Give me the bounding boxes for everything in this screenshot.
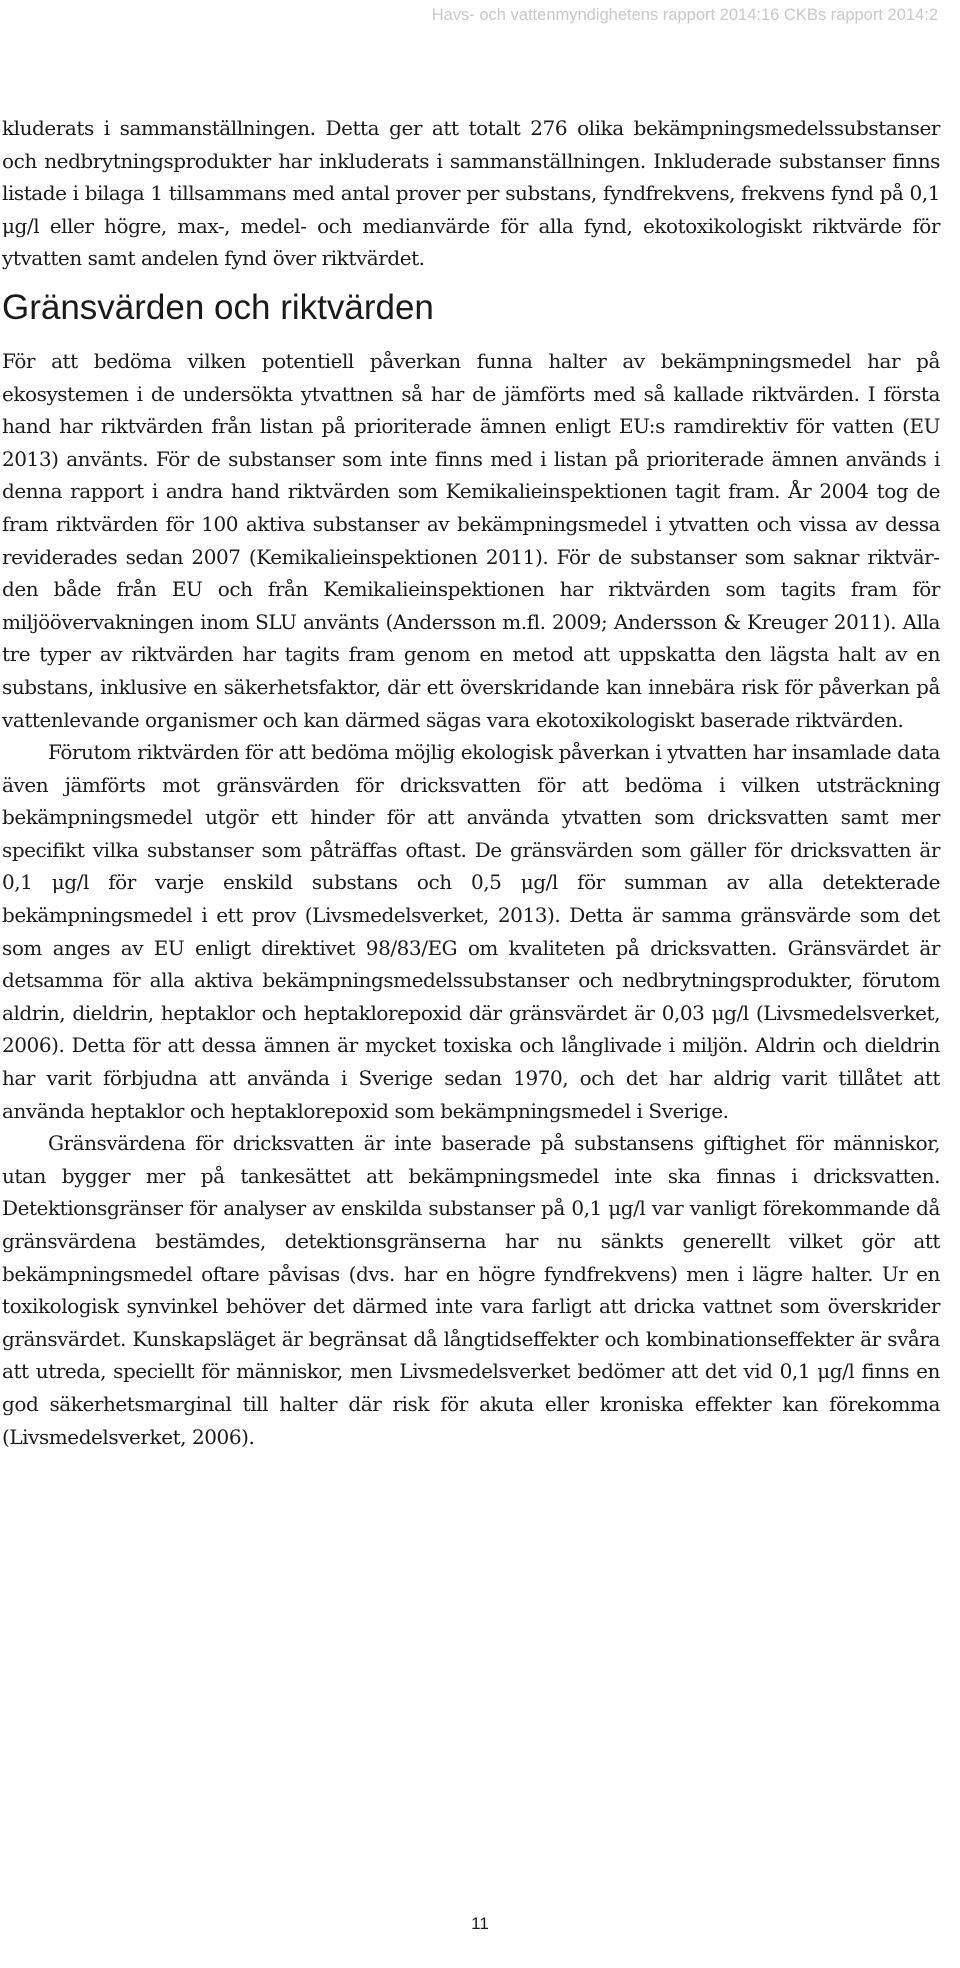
section-body xyxy=(2,345,940,1453)
paragraph-drinking-water-limits: Förutom riktvärden för att bedöma möjlig ekologisk påverkan i ytvatten har insamlade data även jämförts mot gränsvärden för dricksvatten för att bedöma i vilken utsträckning bekämpningsmedel utgör ett hinder för att använda ytvatten som dricksvatten samt mer specifikt vilka substanser som påträffas oftast. De gränsvärden som gäller för dricksvatten är 0,1 μg/l för varje enskild substans och 0,5 μg/l för summan av alla detekterade bekämpningsmedel i ett prov (Livsmedelsverket, 2013). Detta är samma gränsvärde som det som anges av EU enligt direktivet 98/83/EG om kvaliteten på dricksvatten. Gränsvärdet är detsamma för alla aktiva bekämpningsmedelssubstanser och nedbrytningsprodukter, förutom aldrin, dieldrin, heptaklor och heptaklorepoxid där gränsvärdet är 0,03 μg/l (Livsmedelsverket, 2006). Detta för att dessa ämnen är mycket toxiska och långlivade i miljön. Aldrin och dieldrin har varit förbjudna att använda i Sverige sedan 1970, och det har aldrig varit tillåtet att använda heptaklor och heptaklorepoxid som bekämpningsmedel i Sverige. xyxy=(2,740,940,1123)
paragraph-guideline-values: För att bedöma vilken potentiell påverkan funna halter av bekämpningsmedel har på ekosystemen i de undersökta ytvattnen så har de jämförts med så kallade riktvärden. I första hand har riktvärden från listan på prioriterade ämnen enligt EU:s ramdirektiv för vatten (EU 2013) använts. För de substanser som inte finns med i listan på prioriterade ämnen används i denna rapport i andra hand riktvärden som Kemikalieinspektionen tagit fram. År 2004 tog de fram riktvärden för 100 aktiva substanser av bekämpningsmedel i ytvatten och vissa av dessa reviderades sedan 2007 (Kemikalieinspektionen 2011). För de substanser som saknar riktvärden både från EU och från Kemikalieinspektionen har riktvärden som tagits fram för miljöövervakningen inom SLU använts (Andersson m.fl. 2009; Andersson & Kreuger 2011). Alla tre typer av riktvärden har tagits fram genom en metod att uppskatta den lägsta halt av en substans, inklusive en säkerhetsfaktor, där ett överskridande kan innebära risk för påverkan på vattenlevande organismer och kan därmed sägas vara ekotoxikologiskt baserade riktvärden. xyxy=(2,348,940,732)
section-heading: Gränsvärden och riktvärden xyxy=(2,287,434,327)
intro-paragraph: kluderats i sammanställningen. Detta ger att totalt 276 olika bekämpningsmedelssubstanser och nedbrytningsprodukter har inkluderats i sammanställningen. Inkluderade substanser finns listade i bilaga 1 tillsammans med antal prover per substans, fyndfrekvens, frekvens fynd på 0,1 μg/l eller högre, max-, medel- och medianvärde för alla fynd, ekotoxikologiskt riktvärde för ytvatten samt andelen fynd över riktvärdet. xyxy=(2,116,940,271)
page-number: 11 xyxy=(471,1914,489,1933)
page-content xyxy=(2,112,940,1453)
paragraph-toxicology: Gränsvärdena för dricksvatten är inte baserade på substansens giftighet för människor, utan bygger mer på tankesättet att bekämpningsmedel inte ska finnas i dricksvatten. Detektionsgränser för analyser av enskilda substanser på 0,1 μg/l var vanligt förekommande då gränsvärdena bestämdes, detektionsgränserna har nu sänkts generellt vilket gör att bekämpningsmedel oftare påvisas (dvs. har en högre fyndfrekvens) men i lägre halter. Ur en toxikologisk synvinkel behöver det därmed inte vara farligt att dricka vattnet som överskrider gränsvärdet. Kunskapsläget är begränsat då långtidseffekter och kombinationseffekter är svåra att utreda, speciellt för människor, men Livsmedelsverket bedömer att det vid 0,1 μg/l finns en god säkerhetsmarginal till halter där risk för akuta eller kroniska effekter kan förekomma (Livsmedelsverket, 2006). xyxy=(2,1131,940,1449)
running-header: Havs- och vattenmyndighetens rapport 2014:16 CKBs rapport 2014:2 xyxy=(431,6,938,24)
intro-text xyxy=(2,112,940,275)
